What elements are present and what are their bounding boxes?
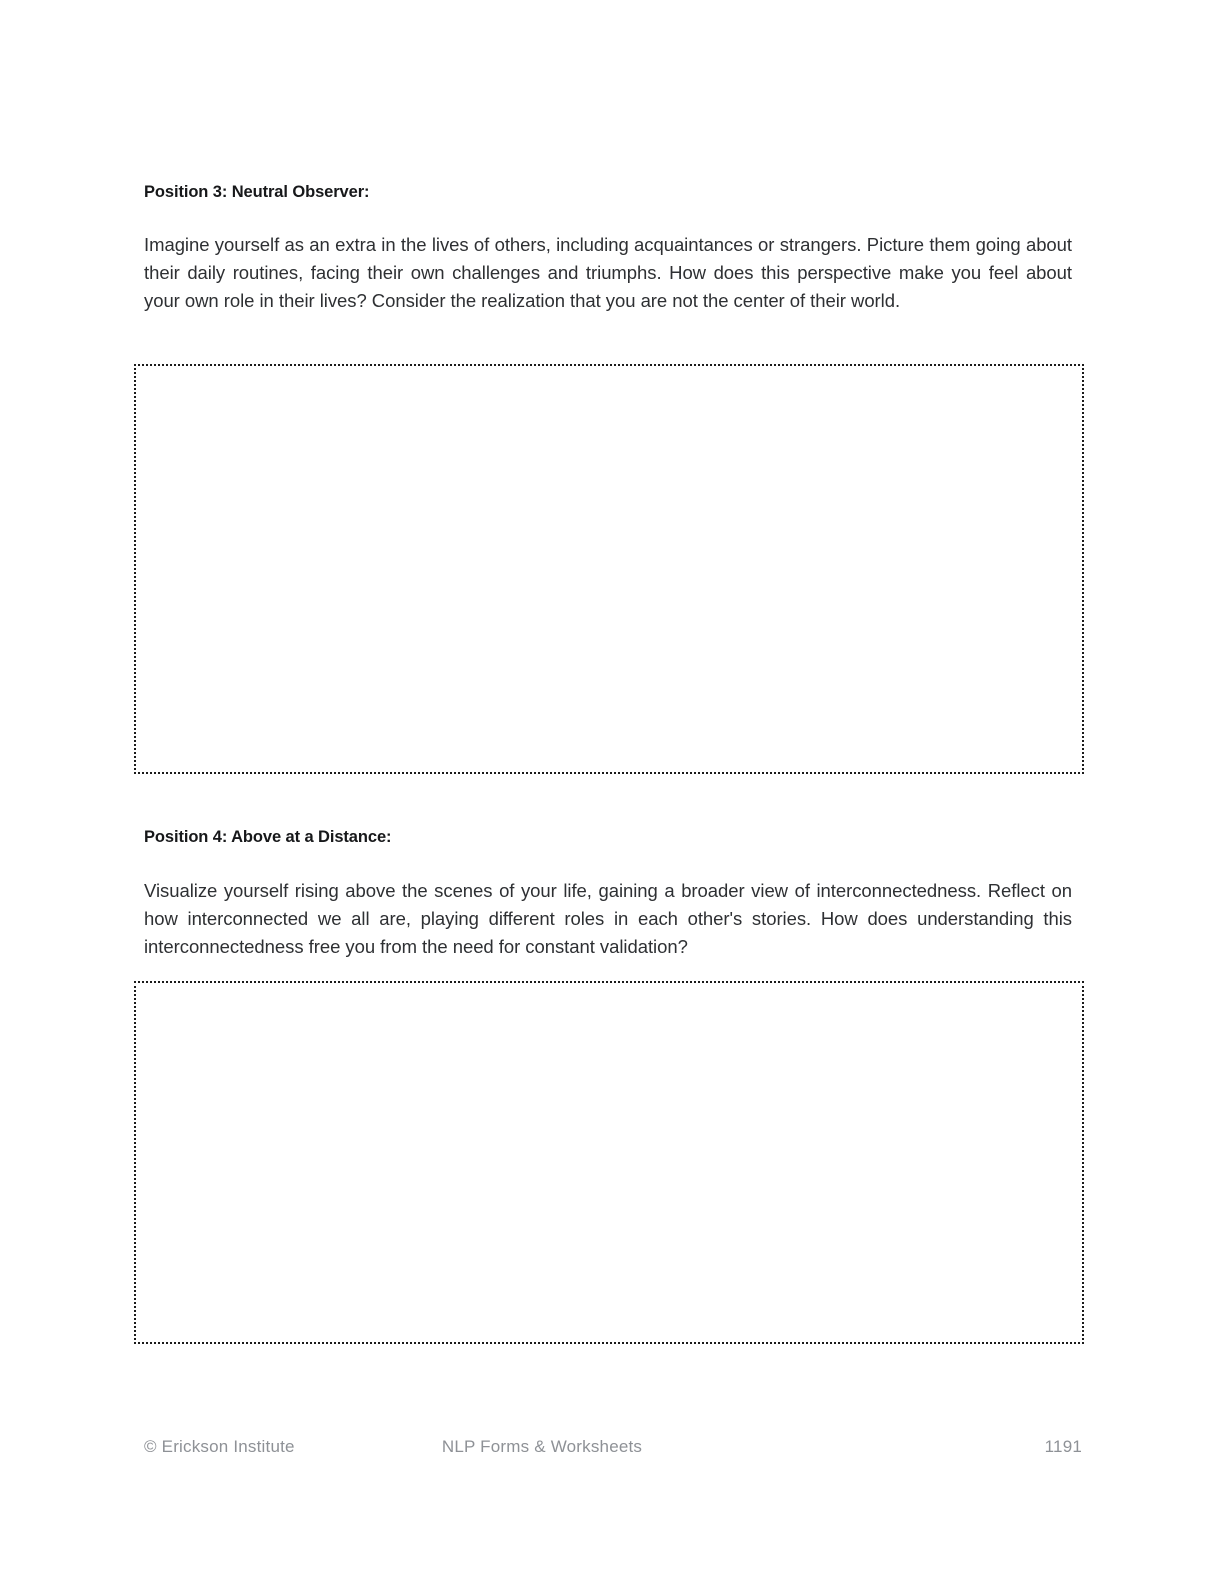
page-footer (144, 1437, 1082, 1461)
section-heading-position-3: Position 3: Neutral Observer: (144, 183, 370, 201)
footer-copyright: © Erickson Institute (144, 1437, 295, 1456)
section-prompt-position-3: Imagine yourself as an extra in the lives of others, including acquaintances or strangers. Picture them going about their daily routines, facing their own challenges and triumphs. How does this perspective make you feel about your own role in their lives? Consider the realization that you are not the center of their world. (144, 234, 1072, 311)
answer-box-position-3[interactable] (134, 364, 1084, 774)
footer-title: NLP Forms & Worksheets (441, 1437, 643, 1456)
section-prompt-position-4: Visualize yourself rising above the scenes of your life, gaining a broader view of interconnectedness. Reflect on how interconnected we all are, playing different roles in each other's stories. How does understanding this interconnectedness free you from the need for constant validation? (144, 880, 1072, 957)
section-heading-position-4: Position 4: Above at a Distance: (144, 828, 392, 846)
footer-page-number: 1191 (1044, 1437, 1082, 1456)
answer-box-position-4[interactable] (134, 981, 1084, 1344)
